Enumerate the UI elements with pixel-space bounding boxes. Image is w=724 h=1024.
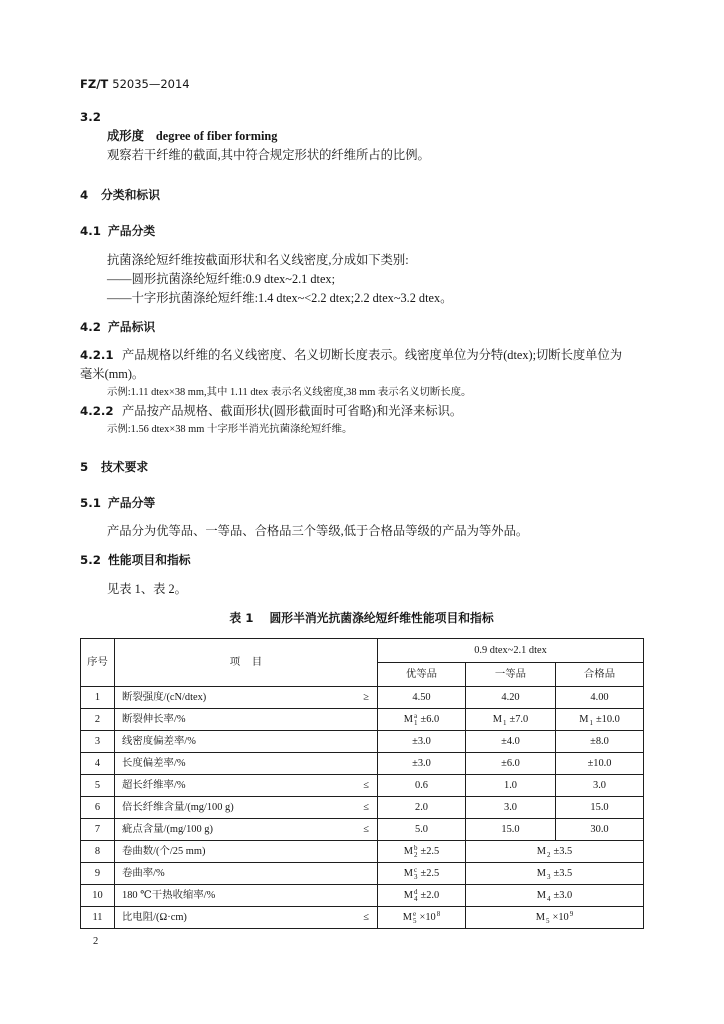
formula-exponent: 8 [436,909,441,918]
table-row [81,687,644,709]
paragraph: 抗菌涤纶短纤维按截面形状和名义线密度,分成如下类别: [107,253,409,267]
value-cell [466,907,644,929]
comparison-sign: ≤ [363,801,369,813]
item-cell [115,775,378,797]
value-text: 4.00 [590,691,609,703]
item-label: 卷曲数/(个/25 mm) [122,845,206,857]
formula-symbol: M [403,713,414,725]
value-text: 1.0 [504,779,517,791]
comparison-sign: ≥ [363,691,369,703]
page-number: 2 [93,936,99,947]
formula-tolerance: ±10.0 [595,713,620,725]
formula-indices [547,845,551,859]
section-number: 4.1 [80,224,101,238]
value-cell [556,687,644,709]
item-cell [115,731,378,753]
value-cell [466,709,556,731]
formula-exponent: 9 [569,909,574,918]
formula-tolerance: ×10 [419,911,436,923]
value-cell [378,709,466,731]
formula-subscript: 2 [547,850,551,859]
formula-indices [414,867,418,881]
formula [404,845,439,859]
formula [579,713,620,727]
formula-footnote-mark: a [414,711,418,720]
table-row [81,709,644,731]
section-number: 5 [80,460,89,474]
formula-indices [413,911,417,925]
value-cell [466,775,556,797]
row-number: 1 [81,687,115,709]
item-cell [115,907,378,929]
section-4-1-heading [80,223,155,239]
formula-tolerance: ±3.5 [553,845,573,857]
value-cell [378,775,466,797]
row-number: 8 [81,841,115,863]
section-title: 分类和标识 [101,188,160,202]
formula-footnote-mark: b [414,843,418,852]
value-cell [378,885,466,907]
value-cell [466,797,556,819]
table-caption-title: 圆形半消光抗菌涤纶短纤维性能项目和指标 [269,611,494,625]
formula-symbol: M [536,845,547,857]
value-cell [378,907,466,929]
value-text: 3.0 [504,801,517,813]
value-cell [556,775,644,797]
list-item: ——十字形抗菌涤纶短纤维:1.4 dtex~<2.2 dtex;2.2 dtex~3.2 dtex。 [107,291,453,305]
formula-subscript: 5 [546,916,550,925]
formula-symbol: M [536,889,547,901]
table-row [81,797,644,819]
formula-symbol: M [492,713,503,725]
term-entry [107,128,277,144]
formula [404,889,439,903]
formula-footnote-mark: d [414,887,418,896]
value-text: 4.50 [412,691,431,703]
item-cell [115,687,378,709]
section-number: 5.2 [80,553,101,567]
table-header-row [81,639,644,663]
item-label: 断裂伸长率/% [122,713,186,725]
formula-symbol: M [403,845,414,857]
table-1 [80,638,644,929]
item-wrap [122,758,369,770]
clause-text: 产品按产品规格、截面形状(圆形截面时可省略)和光泽来标识。 [122,404,463,418]
section-5-2-heading [80,552,191,568]
value-cell [466,841,644,863]
term-zh: 成形度 [107,129,144,143]
formula-subscript: 4 [547,894,551,903]
row-number: 11 [81,907,115,929]
value-text: 15.0 [501,823,520,835]
formula-indices [547,867,551,881]
clause-3-2-number: 3.2 [80,110,101,124]
clause-text-continuation: 毫米(mm)。 [80,367,145,381]
table-row [81,841,644,863]
table-caption [80,610,643,626]
formula-subscript: 3 [414,872,418,881]
comparison-sign: ≤ [363,779,369,791]
value-text: 15.0 [590,801,609,813]
item-cell [115,885,378,907]
clause-number: 4.2.1 [80,348,114,362]
value-cell [378,797,466,819]
formula-subscript: 1 [589,718,593,727]
section-title: 技术要求 [101,460,149,474]
formula-tolerance: ±3.5 [553,867,573,879]
item-label: 超长纤维率/% [122,779,186,791]
formula [537,889,572,903]
formula-tolerance: ±2.5 [420,845,440,857]
item-wrap [122,846,369,858]
formula-subscript: 5 [412,916,417,925]
clause-text: 产品规格以纤维的名义线密度、名义切断长度表示。线密度单位为分特(dtex);切断长度单位为 [122,348,623,362]
formula-tolerance: ±7.0 [509,713,529,725]
item-wrap [122,890,369,902]
formula [537,845,572,859]
example-note: 示例:1.11 dtex×38 mm,其中 1.11 dtex 表示名义线密度,38 mm 表示名义切断长度。 [107,387,472,398]
table-row [81,775,644,797]
column-header-item: 项 目 [115,639,378,687]
standard-number [80,76,190,92]
row-number: 5 [81,775,115,797]
value-cell [556,819,644,841]
item-cell [115,753,378,775]
formula [404,713,439,727]
table-row [81,907,644,929]
table-row [81,753,644,775]
value-cell [378,819,466,841]
value-text: 0.6 [415,779,428,791]
table-1-body [81,687,644,929]
item-wrap [122,912,369,924]
formula [403,911,441,925]
table-row [81,819,644,841]
value-cell [378,841,466,863]
item-wrap [122,736,369,748]
value-text: 30.0 [590,823,609,835]
section-5-1-heading [80,495,155,511]
formula [537,867,572,881]
value-cell [378,753,466,775]
value-text: ±3.0 [412,735,431,747]
item-label: 疵点含量/(mg/100 g) [122,823,213,835]
value-cell [466,753,556,775]
item-label: 倍长纤维含量/(mg/100 g) [122,801,234,813]
formula-subscript: 3 [547,872,551,881]
formula-footnote-mark: c [414,865,418,874]
section-title: 性能项目和指标 [108,553,191,567]
table-row [81,885,644,907]
section-number: 5.1 [80,496,101,510]
clause-4-2-1 [80,347,622,363]
row-number: 4 [81,753,115,775]
formula-subscript: 1 [414,718,418,727]
value-text: ±6.0 [501,757,520,769]
item-wrap [122,692,369,704]
formula-symbol: M [403,867,414,879]
value-cell [378,731,466,753]
formula-symbol: M [403,889,414,901]
item-label: 比电阻/(Ω·cm) [122,911,187,923]
formula-footnote-mark: e [412,909,417,918]
row-number: 9 [81,863,115,885]
formula-symbol: M [579,713,589,725]
formula-indices [503,713,507,727]
formula-subscript: 1 [503,718,507,727]
standard-code: 52035—2014 [112,77,190,91]
clause-number: 4.2.2 [80,404,114,418]
comparison-sign: ≤ [363,823,369,835]
item-label: 卷曲率/% [122,867,165,879]
formula-symbol: M [535,911,545,923]
formula-tolerance: ×10 [552,911,569,923]
formula-indices [414,713,418,727]
value-cell [466,819,556,841]
row-number: 10 [81,885,115,907]
formula-indices [546,911,550,925]
row-number: 7 [81,819,115,841]
value-cell [466,687,556,709]
item-label: 180 ℃干热收缩率/% [122,889,216,901]
item-label: 线密度偏差率/% [122,735,196,747]
table-1-head [81,639,644,687]
value-cell [556,797,644,819]
column-header-grade-first: 一等品 [466,663,556,687]
item-wrap [122,824,369,836]
value-cell [466,885,644,907]
column-header-grade-qualified: 合格品 [556,663,644,687]
column-header-number: 序号 [81,639,115,687]
section-number: 4 [80,188,89,202]
item-cell [115,841,378,863]
paragraph: 见表 1、表 2。 [107,582,187,596]
item-wrap [122,802,369,814]
item-cell [115,797,378,819]
item-wrap [122,780,369,792]
item-label: 断裂强度/(cN/dtex) [122,691,207,703]
item-cell [115,819,378,841]
value-text: 5.0 [415,823,428,835]
standard-prefix: FZ/T [80,77,109,91]
formula [493,713,528,727]
formula-subscript: 2 [414,850,418,859]
column-header-grade-superior: 优等品 [378,663,466,687]
value-text: ±3.0 [412,757,431,769]
item-label: 长度偏差率/% [122,757,186,769]
item-cell [115,709,378,731]
value-cell [556,753,644,775]
value-cell [378,863,466,885]
section-4-2-heading [80,319,155,335]
term-en: degree of fiber forming [155,129,278,143]
table-row [81,863,644,885]
comparison-sign: ≤ [363,911,369,923]
section-title: 产品标识 [108,320,156,334]
formula-tolerance: ±3.0 [553,889,573,901]
item-cell [115,863,378,885]
formula [404,867,439,881]
section-4-heading [80,187,160,203]
value-text: 4.20 [501,691,520,703]
value-cell [556,709,644,731]
formula-tolerance: ±6.0 [420,713,440,725]
clause-4-2-2 [80,403,462,419]
column-header-spec: 0.9 dtex~2.1 dtex [378,639,644,663]
example-note: 示例:1.56 dtex×38 mm 十字形半消光抗菌涤纶短纤维。 [107,424,353,435]
value-cell [466,731,556,753]
value-text: ±8.0 [590,735,609,747]
formula-tolerance: ±2.5 [420,867,440,879]
paragraph: 产品分为优等品、一等品、合格品三个等级,低于合格品等级的产品为等外品。 [107,524,529,538]
table-caption-label: 表 1 [229,611,254,625]
formula-tolerance: ±2.0 [420,889,440,901]
section-5-heading [80,459,148,475]
item-wrap [122,868,369,880]
table-row [81,731,644,753]
section-title: 产品分等 [108,496,156,510]
value-text: 2.0 [415,801,428,813]
formula-symbol: M [402,911,412,923]
row-number: 3 [81,731,115,753]
section-title: 产品分类 [108,224,156,238]
section-number: 4.2 [80,320,101,334]
value-cell [378,687,466,709]
item-wrap [122,714,369,726]
value-text: ±4.0 [501,735,520,747]
formula-indices [547,889,551,903]
term-definition: 观察若干纤维的截面,其中符合规定形状的纤维所占的比例。 [107,148,430,162]
formula [536,911,574,925]
value-cell [466,863,644,885]
value-text: 3.0 [593,779,607,791]
formula-indices [414,889,418,903]
value-cell [556,731,644,753]
formula-indices [414,845,418,859]
formula-subscript: 4 [414,894,418,903]
row-number: 6 [81,797,115,819]
formula-indices [589,713,593,727]
formula-symbol: M [536,867,547,879]
list-item: ——圆形抗菌涤纶短纤维:0.9 dtex~2.1 dtex; [107,272,335,286]
value-text: ±10.0 [587,757,612,769]
row-number: 2 [81,709,115,731]
